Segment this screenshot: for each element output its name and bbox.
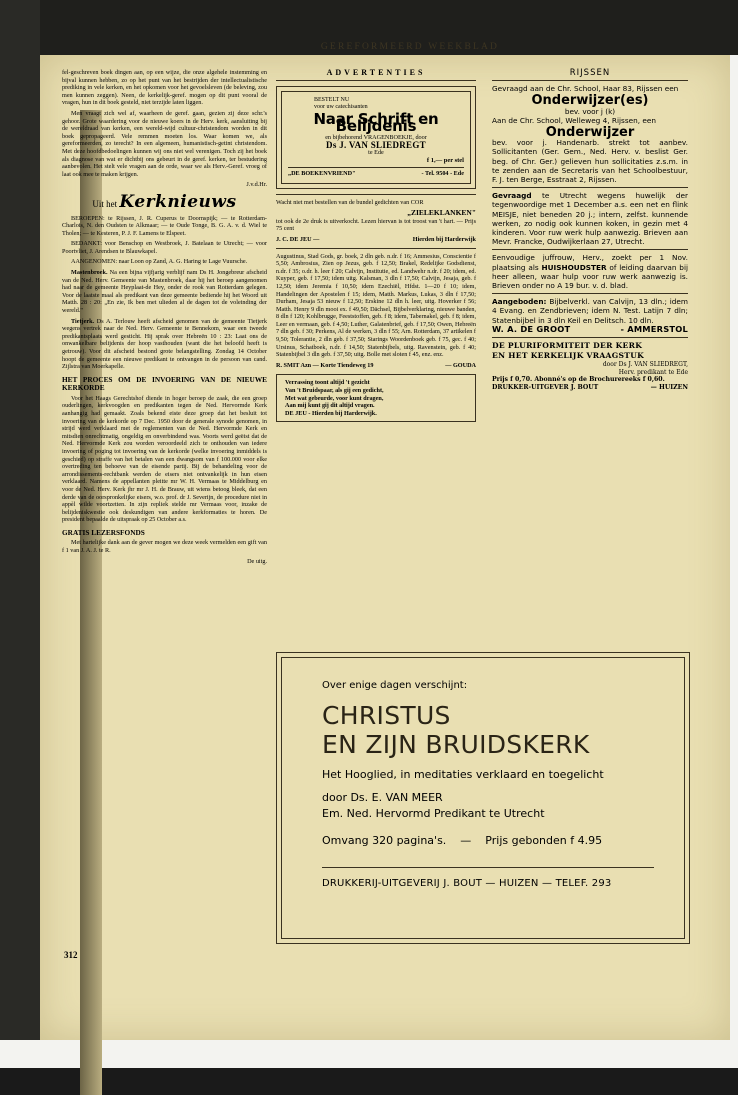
ad1-author: Ds J. VAN SLIEDREGT [326,139,426,150]
smit-name: R. SMIT Azn — Korte Tiendeweg 19 [276,361,374,369]
ad1-title: Naar Schrift en Belijdenis [313,109,439,136]
bigad-price: Prijs gebonden f 4.95 [485,834,603,847]
rijssen-heading: RIJSSEN [492,69,688,81]
gedicht-line: Van 't Bruidspaar, als gij een gedicht, [285,387,384,395]
onderwijzeres-title: Onderwijzer(es) [531,93,649,109]
tietjerk-lead: Tietjerk. [71,317,95,325]
beroepen-text: BEROEPEN: te Rijssen, J. R. Cuperus te Doornspijk; — te Rotterdam-Charlois, N. den Oudsten te Alkmaar; — te Oude Tonge, B. G. A. v. d. Wiel te Tholen; — te Kesteren, P. J. F. Lamens te Elspeet. [62,214,267,237]
ad-christus-bruidskerk [276,652,690,944]
pluri-publisher [492,384,688,392]
ad1-place: te Ede [368,149,384,157]
divider [276,248,476,249]
kerknieuws-script-title: Kerknieuws [119,191,237,212]
advertenties-heading: ADVERTENTIES [276,69,476,81]
ad-meisje [492,187,688,246]
bigad-meta [322,834,654,847]
aangeboden-text: Bijbelverkl. van Calvijn, 13 dln.; idem 4 Evang. en Zendbrieven; idem N. Test. Latijn 7 dln; Statenbijbel in 3 dln Keil en Delitsch. 10 dln. [492,297,688,325]
ad-aangeboden [492,293,688,334]
mastenbroek-text: Na een bijna vijfjarig verblijf nam Ds H. Jongebreur afscheid van de Ned. Herv. Gemeente van Mastenbroek, daar hij het beroep aangenomen had naar de gemeente Heyplaat-de Hey, onder de rook van Rotterdam gelegen. Voor de laatste maal als predikant van deze gemeente bediende hij het Woord uit Matth. 28 : 20: „En zie, Ik ben met ulieden al de dagen tot de voleinding der wereld." [62,269,267,315]
column-middle [276,69,476,422]
ad-gedicht [276,374,476,422]
kerknieuws-heading [62,191,267,212]
dejeu-address [276,236,476,244]
books-list: Augustinus, Stad Gods, gr. boek, 2 dln geb. n.dr. f 16; Ammesius, Conscientie f 5,50; Ambrosius, Zien op Jezus, geb. f 12,50; Brakel, Redelijke Godsdienst, n.dr. f 35; o.dr. h. leer f 20; Calvijn, Institutie, ed. Landwehr n.dr. f 20; idem, ed. Kuyper, geb. f 17,50; idem uitg. Kalsman, 3 dln f 17,50; Calvijn, Jesaja, geb. f 12,50; idem Jeremia f 10,50; idem Ezechiël, Hfdst. 1—20 f 10; idem, Handelingen der Apostelen f 15; idem, Matth. Markus, Lukas, 3 dln f 17,50; Durham, Jesaja 53 nieuw f 12,50; Erskine 12 dln h. leer, uitg. Hoverker f 56; Matth. Henry 9 dln mooi ex. f 49,50; Dächsel, Bijbelverklaring, nieuwe banden, 8 dln f 120; Kohlbrugge, Feeststoffen, geb. f 8; idem, Tabernakel, geb. f 8; idem, Leer en vermaan, geb. f 4,50; Luther, Galatenbrief, geb. f 17,50; Owen, Hebreën 7 dln geb. f 30; Perkens, Al de werken, 3 dln f 55; Arn. Rotterdam, 37 artikelen f 9,50; Tolerantie, 2 dln geb. f 37,50; Starings Woordenboek geb. f 75, gec. f 40; Ursinus, Schatboek, n.dr. f 14,50; Statenbijbels, uitg. Ravenstein, geb. f 40; Statenbijbel 3 dln geb. f 37,50; uitg. Bolle met sloten f 45, enz. enz. [276,252,476,359]
bigad-dash: — [460,834,472,847]
groot-address [492,325,688,334]
tietjerk-text: Ds A. Terlouw heeft afscheid genomen van de gemeente Tietjerk wegens vertrek naar de Ned. Herv. Gemeente te Bennekom, waar een tweede predikantsplaats werd gesticht. Hij sprak over Hebreën 10 : 23: Laat ons de onwankelbare belijdenis der hoop vasthouden (want die het beloofd heeft is getrouw). Voor dit afscheid bestond grote belangstelling. Zondag 14 October hoopt de gemeente een nieuwe predikant te ontvangen in de persoon van cand. Zijlstra van Moerkapelle. [62,317,268,371]
bigad-title-1: CHRISTUS [322,701,451,730]
pluri-author-1: door Ds J. VAN SLIEDREGT, [602,361,688,369]
bedankt-text: BEDANKT: voor Benschop en Westbroek, J. Batelaan te Utrecht; — voor Poortvliet, J. Arendsen te Blauwkapel. [62,240,267,255]
zieleklanken-title: „ZIELEKLANKEN" [407,208,476,218]
pluri-publisher-left: DRUKKER-UITGEVER J. BOUT [492,383,599,391]
onderwijzer-title: Onderwijzer [545,125,635,141]
page-number: 312 [64,950,78,960]
dejeu-place: Hierden bij Harderwijk [412,235,476,243]
groot-place: - AMMERSTOL [620,323,688,334]
ad1-line: en bijbehorend VRAGENBOEKJE, door [325,133,427,141]
meisje-text: te Utrecht wegens huwelijk der tegenwoordige met 1 December a.s. een net en flink MEISJE, niet beneden 20 j.; intern, zelfst. kunnende werken, zo nodig ook kunnen koken, in gezin met 4 kinderen. Voor ruw werk hulp aanwezig. Brieven aan Mevr. Francke, Oudwijkerlaan 27, Utrecht. [492,191,689,247]
meisje-lead: Gevraagd [492,191,532,201]
article-signature: J.v.d.Hr. [246,181,267,189]
column-right [492,69,688,391]
lezersfonds-text: Met hartelijke dank aan de gever mogen we deze week vermelden een gift van f 1 van J. A. J. te R. [62,539,267,554]
proces-heading: HET PROCES OM DE INVOERING VAN DE NIEUWE KERKORDE [62,374,267,393]
pluri-publisher-right: — HUIZEN [650,383,688,391]
bigad-author-name: door Ds. E. VAN MEER [322,791,443,804]
ad-pluriformiteit [492,337,688,391]
bigad-title-2: EN ZIJN BRUIDSKERK [322,730,590,759]
aangeboden-lead: Aangeboden: [492,297,547,307]
pluri-title-2: EN HET KERKELIJK VRAAGSTUK [492,351,645,361]
huishoudster-bold: HUISHOUDSTER [541,262,607,272]
running-head: GEREFORMEERD WEEKBLAD [320,42,500,52]
huishoudster-post: of leiding daarvan bij heer alleen, waar hulp voor ruw werk aanwezig is. Brieven onder no A 19 bur. v. d. blad. [492,262,688,291]
kerknieuws-prefix: Uit het [92,198,118,209]
bigad-publisher: DRUKKERIJ-UITGEVERIJ J. BOUT — HUIZEN — TELEF. 293 [322,867,654,889]
zieleklanken-text: tot ook de 2e druk is uitverkocht. Lezen hiervan is tot troost van 't hart. — Prijs 75 cent [276,217,476,233]
bigad-intro: Over enige dagen verschijnt: [322,680,468,691]
groot-name: W. A. DE GROOT [492,323,571,334]
onderwijzeres-bev: bev. voor j (k) [564,106,616,116]
bigad-pages: Omvang 320 pagina's. [322,834,447,847]
tietjerk-item [62,318,267,371]
ad1-price: f 1,— per stel [426,157,464,165]
article-intro: fel-geschreven boek dingen aan, op een wijze, die onze algehele instemming en bijval kunnen hebben, zo op het punt van het bestrijden der intellectualistische prediking in vele kerken, en het opkomen voor het gevoelsleven (de beleving, zou men kunnen zeggen). Neen, de kerkelijk-geref. mogen op dit punt vooral de vragen, hun in dit boek gesteld, niet terzijde laten liggen. [62,69,267,107]
scan-left-edge [0,0,40,1040]
aangenomen-text: AANGENOMEN: naar Loon op Zand, A. G. Haring te Lage Vuursche. [71,258,248,266]
smit-place: — GOUDA [445,361,476,369]
ad1-intro: BESTELT NU [314,96,350,103]
ad1-intro-sub: voor uw catechisanten [314,103,368,110]
gedicht-line: Aan mij kunt gij dit altijd vragen. [285,402,375,410]
dejeu-name: J. C. DE JEU — [276,235,320,243]
onderwijzer-details: bev. voor j. Handenarb. strekt tot aanbev. Sollicitanten (Ger. Gem., Ned. Herv. v. beslist Ger. beg. of Chr. Ger.) gelieven hun sollicitaties z.s.m. in te zenden aan de Secretaris van het Schoolbestuur, F. J. ten Berge, Esstraat 2, Rijssen. [492,138,688,185]
lezersfonds-signature: De uitg. [247,557,267,565]
ad-naar-schrift [276,86,476,189]
bigad-author [322,790,654,822]
wacht-text: Wacht niet met bestellen van de bundel gedichten van COR [276,198,424,206]
divider [276,194,476,195]
pluri-author-2: Herv. predikant te Ede [618,368,688,376]
aan-school-text: Aan de Chr. School, Welleweg 4, Rijssen, een [492,115,656,125]
mastenbroek-lead: Mastenbroek. [71,269,108,277]
article-paragraph: Men vraagt zich wel af, waarheen de geref. gaan, gezien zij deze schr.'s gehoor. Grote waardering voor de nieuwe koers in de Herv. kerk, aansluiting bij de wereldraad van kerken, een wereld-wijd cultuur-christendom worden in dit boek gepropageerd. Vele remmen moeten los. Waar komen we, als gereformeerden, zo terecht? In een algemeen, humanistisch-getint christendom. Met deze hoofdbedoelingen kunnen wij ons niet wel verenigen. Toch zij het boek als diagnose van wat er dichtbij ons gebeurt in de geref. kerken, ter bestudering aanbevolen. Het stelt vele vragen aan de orde, waar we als Herv.-Geref. vroeg of laat ook mee te maken krijgen. [62,109,267,178]
column-left [62,69,267,565]
ad-huishoudster [492,249,688,290]
gedicht-line: Verrassing toont altijd 't gezicht [285,379,370,387]
ad1-footer [288,167,464,178]
gedicht-line: Met wat gebeurde, voor kunt dragen, [285,394,384,402]
pluri-price: Prijs f 0,70. Abonné's op de Brochurereeks f 0,60. [492,376,665,384]
proces-text: Voor het Haags Gerechtshof diende in hoger beroep de zaak, die een groep ouderlingen, kerkvoogden en predikanten tegen de Ned. Hervormde Kerk aanhangig had gemaakt. Zoals bekend eiste deze groep dat het besluit tot invoering van de kerkorde op 7 Dec. 1950 door de generale synode genomen, in strijd werd verklaard met de reglementen van de Ned. Hervormde Kerk en mitsdien onrechtmatig, ongeldig en onverbindend was. Voorts werd geëist dat de Ned. Hervormde Kerk zou worden veroordeeld zich te onthouden van iedere invoering of poging tot invoering van de kerkorde (welke invoering inmiddels is geschied) op straffe van het betalen van een dwangsom van f 100.000 voor elke overtreding ten behoeve van de eisende partij. Bij de behandeling voor de arrondissements-rechtbank werden de eisers niet ontvankelijk in hun eisen verklaard. Namens de appellanten pleitte mr W. H. Vermaas te Middelburg en voor de Ned. Herv. Kerk jhr mr J. H. de Brauw, uit wiens betoog bleek, dat een derde van de oorspronkelijke eisers, w.o. prof. dr J. Severijn, de procedure niet in appèl wilde voortzetten. In zijn repliek stelde mr Vermaas voor, inzake de belijdeniskwestie ook deskundigen van andere kerkformaties te horen. De president bepaalde de uitspraak op 25 October a.s. [62,394,267,524]
ad1-footer-left: „DE BOEKENVRIEND" [288,169,356,177]
ad1-footer-right: - Tel. 9504 - Ede [421,169,464,177]
smit-address [276,362,476,370]
gevraagd-text: Gevraagd aan de Chr. School, Haar 83, Rijssen een [492,84,679,94]
mastenbroek-item [62,269,267,315]
huishoudster-pre: Eenvoudige juffrouw, Herv., zoekt per 1 Nov. plaatsing als [492,253,688,272]
bigad-subtitle: Het Hooglied, in meditaties verklaard en toegelicht [322,768,604,781]
bigad-author-role: Em. Ned. Hervormd Predikant te Utrecht [322,807,545,820]
pluri-title-1: DE PLURIFORMITEIT DER KERK [492,341,643,351]
gedicht-signature: DE JEU - Hierden bij Harderwijk. [285,409,377,417]
lezersfonds-heading: GRATIS LEZERSFONDS [62,527,145,537]
